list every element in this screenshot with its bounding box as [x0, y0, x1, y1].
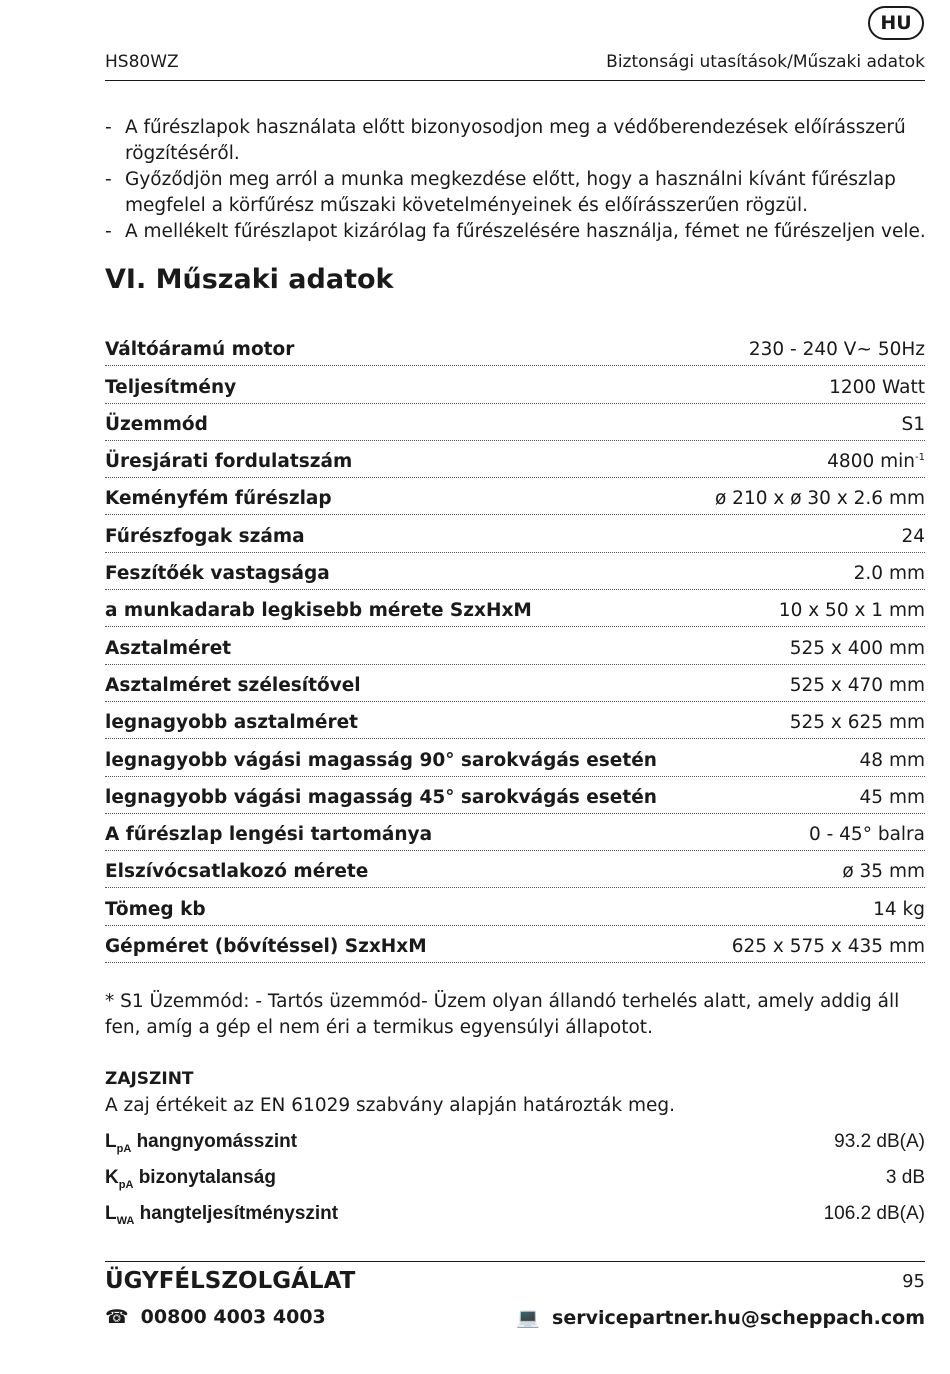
- spec-value: 1200 Watt: [829, 376, 925, 398]
- noise-symbol: L: [105, 1203, 117, 1224]
- section-title: Biztonsági utasítások/Műszaki adatok: [606, 52, 925, 72]
- spec-value: 230 - 240 V~ 50Hz: [748, 339, 925, 361]
- spec-label: Asztalméret: [105, 637, 232, 659]
- spec-row: [105, 441, 925, 478]
- noise-value: 93.2 dB(A): [834, 1131, 925, 1152]
- computer-icon: 💻: [516, 1307, 541, 1329]
- spec-label: Üzemmód: [105, 413, 208, 435]
- spec-label: Váltóáramú motor: [105, 339, 295, 361]
- noise-symbol: L: [105, 1131, 117, 1152]
- spec-row: [105, 590, 925, 627]
- service-email: [516, 1306, 925, 1329]
- spec-value: [827, 451, 925, 472]
- spec-label: Keményfém fűrészlap: [105, 488, 332, 510]
- spec-row: [105, 665, 925, 702]
- list-item-text: Győződjön meg arról a munka megkezdése előtt, hogy a használni kívánt fűrészlap megfelel a körfűrész műszaki követelményeinek és előírásszerűen rögzül.: [125, 169, 896, 216]
- noise-value: 3 dB: [885, 1167, 925, 1188]
- spec-row: [105, 926, 925, 963]
- spec-label: Elszívócsatlakozó mérete: [105, 861, 369, 883]
- spec-row: [105, 814, 925, 851]
- noise-description: A zaj értékeit az EN 61029 szabvány alapján határozták meg.: [105, 1095, 676, 1116]
- spec-label: legnagyobb vágási magasság 90° sarokvágás esetén: [105, 749, 657, 771]
- operating-mode-footnote: * S1 Üzemmód: - Tartós üzemmód- Üzem olyan állandó terhelés alatt, amely addig áll fen, amíg a gép el nem éri a termikus egyensúlyi állapotot.: [105, 991, 900, 1038]
- list-item: [105, 167, 935, 219]
- noise-title: ZAJSZINT: [105, 1069, 194, 1089]
- spec-row: [105, 329, 925, 366]
- spec-label: Feszítőék vastagsága: [105, 563, 330, 585]
- section-heading: VI. Műszaki adatok: [105, 264, 394, 295]
- spec-value: 2.0 mm: [853, 563, 925, 585]
- phone-icon: ☎: [105, 1306, 129, 1328]
- page-header: [105, 52, 925, 81]
- spec-label: A fűrészlap lengési tartománya: [105, 824, 433, 846]
- list-item-text: A fűrészlapok használata előtt bizonyosodjon meg a védőberendezések előírásszerű rögzítéséről.: [125, 117, 906, 164]
- spec-row: [105, 702, 925, 739]
- language-badge: HU: [868, 6, 924, 40]
- noise-row: [105, 1162, 925, 1198]
- spec-value: 14 kg: [873, 898, 925, 920]
- spec-row: [105, 515, 925, 552]
- spec-value: S1: [901, 413, 925, 435]
- spec-value: 525 x 625 mm: [789, 712, 925, 734]
- noise-symbol-sub: pA: [118, 1178, 134, 1191]
- noise-row: [105, 1198, 925, 1234]
- spec-row: [105, 777, 925, 814]
- spec-value: 10 x 50 x 1 mm: [778, 600, 925, 622]
- noise-label: [105, 1167, 276, 1191]
- spec-value: 48 mm: [859, 749, 925, 771]
- noise-label: [105, 1131, 297, 1155]
- noise-label: [105, 1203, 338, 1227]
- spec-row: [105, 739, 925, 776]
- spec-value: 0 - 45° balra: [808, 824, 925, 846]
- safety-bullet-list: [105, 115, 935, 245]
- spec-value: 525 x 470 mm: [789, 674, 925, 696]
- list-item: [105, 219, 935, 245]
- spec-label: Tömeg kb: [105, 898, 206, 920]
- noise-label-text: bizonytalanság: [138, 1167, 276, 1188]
- bullet-marker: -: [105, 117, 112, 138]
- spec-row: [105, 478, 925, 515]
- spec-label: Asztalméret szélesítővel: [105, 674, 361, 696]
- spec-label: Teljesítmény: [105, 376, 237, 398]
- phone-number: 00800 4003 4003: [140, 1306, 326, 1328]
- spec-label: legnagyobb asztalméret: [105, 712, 358, 734]
- page-number: 95: [902, 1271, 925, 1292]
- noise-symbol-sub: WA: [116, 1214, 135, 1227]
- noise-symbol-sub: pA: [116, 1142, 132, 1155]
- bullet-marker: -: [105, 169, 112, 190]
- footer-divider: [105, 1261, 925, 1262]
- spec-row: [105, 404, 925, 441]
- spec-value: ø 35 mm: [842, 861, 925, 883]
- spec-row: [105, 627, 925, 664]
- spec-label: Üresjárati fordulatszám: [105, 451, 353, 473]
- service-phone: [105, 1306, 326, 1328]
- noise-row: [105, 1126, 925, 1162]
- spec-label: Fűrészfogak száma: [105, 525, 305, 547]
- spec-value: 24: [901, 525, 925, 547]
- spec-label: legnagyobb vágási magasság 45° sarokvágás esetén: [105, 786, 657, 808]
- noise-label-text: hangnyomásszint: [136, 1131, 298, 1152]
- spec-label: Gépméret (bővítéssel) SzxHxM: [105, 936, 427, 958]
- bullet-marker: -: [105, 221, 112, 242]
- noise-value: 106.2 dB(A): [823, 1203, 925, 1224]
- spec-table: [105, 329, 925, 963]
- spec-row: [105, 553, 925, 590]
- spec-row: [105, 888, 925, 925]
- model-name: HS80WZ: [105, 52, 179, 72]
- list-item-text: A mellékelt fűrészlapot kizárólag fa fűrészelésére használja, fémet ne fűrészeljen vele.: [125, 221, 926, 242]
- spec-row: [105, 366, 925, 403]
- noise-label-text: hangteljesítményszint: [139, 1203, 339, 1224]
- spec-row: [105, 851, 925, 888]
- list-item: [105, 115, 935, 167]
- spec-label: a munkadarab legkisebb mérete SzxHxM: [105, 600, 532, 622]
- email-address: servicepartner.hu@scheppach.com: [552, 1307, 925, 1329]
- noise-symbol: K: [105, 1167, 119, 1188]
- noise-table: [105, 1126, 925, 1234]
- spec-value-text: 4800 min: [827, 451, 916, 473]
- spec-value: 625 x 575 x 435 mm: [731, 936, 925, 958]
- spec-value: ø 210 x ø 30 x 2.6 mm: [714, 488, 925, 510]
- spec-value: 45 mm: [859, 786, 925, 808]
- customer-service-title: ÜGYFÉLSZOLGÁLAT: [105, 1268, 356, 1294]
- spec-value: 525 x 400 mm: [789, 637, 925, 659]
- spec-value-exponent: -1: [915, 452, 925, 464]
